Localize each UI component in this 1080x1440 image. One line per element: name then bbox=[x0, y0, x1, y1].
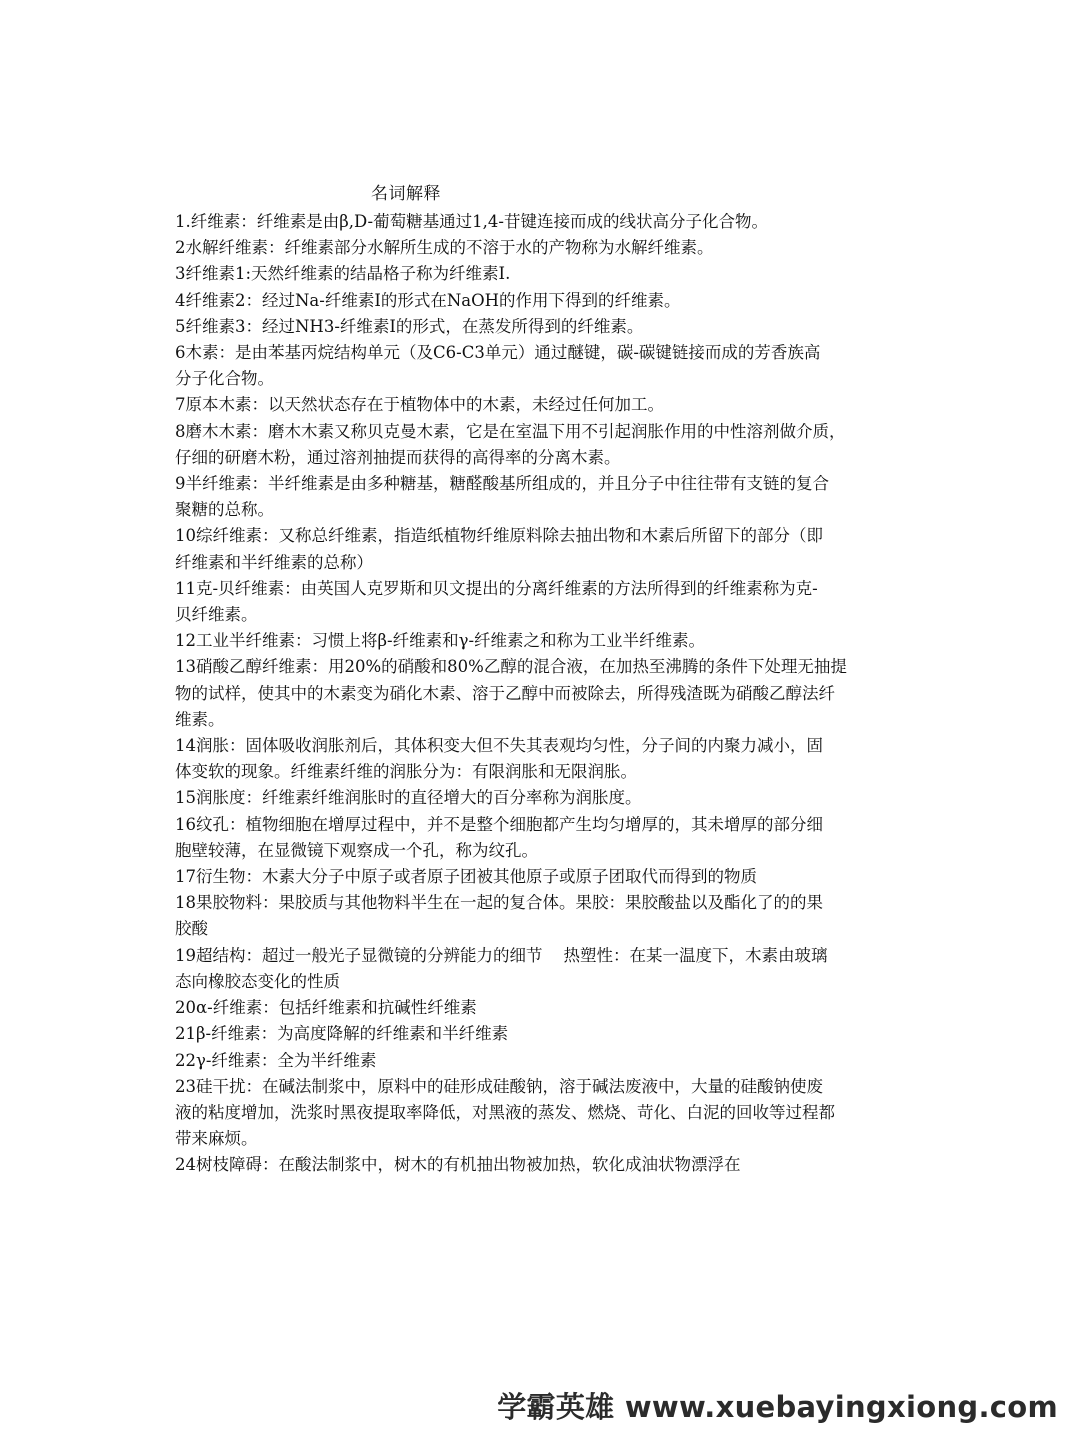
definition-entry-22: 22γ-纤维素：全为半纤维素 bbox=[175, 1050, 377, 1070]
definition-entry-9: 9半纤维素：半纤维素是由多种糖基，糖醛酸基所组成的，并且分子中往往带有支链的复合 聚糖的总称。 bbox=[175, 474, 829, 520]
definition-entry-13: 13硝酸乙醇纤维素：用20%的硝酸和80%乙醇的混合液，在加热至沸腾的条件下处理无抽提 物的试样，使其中的木素变为硝化木素、溶于乙醇中而被除去，所得残渣既为硝酸乙醇法纤 维素。 bbox=[175, 657, 847, 729]
definition-entry-21: 21β-纤维素：为高度降解的纤维素和半纤维素 bbox=[175, 1024, 509, 1044]
definition-entry-11: 11克-贝纤维素：由英国人克罗斯和贝文提出的分离纤维素的方法所得到的纤维素称为克- 贝纤维素。 bbox=[175, 578, 818, 625]
site-watermark: 学霸英雄 www.xuebayingxiong.com bbox=[497, 1390, 1058, 1424]
definition-entry-24: 24树枝障碍：在酸法制浆中，树木的有机抽出物被加热，软化成油状物漂浮在 bbox=[175, 1155, 741, 1175]
definition-entry-7: 7原本木素：以天然状态存在于植物体中的木素，未经过任何加工。 bbox=[175, 395, 664, 415]
definition-entry-14: 14润胀：固体吸收润胀剂后，其体积变大但不失其表观均匀性，分子间的内聚力减小，固 体变软的现象。纤维素纤维的润胀分为：有限润胀和无限润胀。 bbox=[175, 736, 823, 782]
definition-entry-17: 17衍生物：木素大分子中原子或者原子团被其他原子或原子团取代而得到的物质 bbox=[175, 867, 757, 887]
definition-entry-10: 10综纤维素：又称总纤维素，指造纸植物纤维原料除去抽出物和木素后所留下的部分（即 纤维素和半纤维素的总称） bbox=[175, 526, 823, 572]
definition-entry-20: 20α-纤维素：包括纤维素和抗碱性纤维素 bbox=[175, 998, 477, 1018]
definition-entry-12: 12工业半纤维素：习惯上将β-纤维素和γ-纤维素之和称为工业半纤维素。 bbox=[175, 631, 706, 651]
definition-entry-5: 5纤维素3：经过NH3-纤维素I的形式，在蒸发所得到的纤维素。 bbox=[175, 316, 644, 336]
definition-entry-2: 2水解纤维素：纤维素部分水解所生成的不溶于水的产物称为水解纤维素。 bbox=[175, 238, 714, 258]
definition-entry-23: 23硅干扰：在碱法制浆中，原料中的硅形成硅酸钠，溶于碱法废液中，大量的硅酸钠使废 液的粘度增加，洗浆时黑夜提取率降低，对黑液的蒸发、燃烧、苛化、白泥的回收等过程都 带来麻烦。 bbox=[175, 1076, 835, 1149]
definition-entry-3: 3纤维素1:天然纤维素的结晶格子称为纤维素I. bbox=[175, 264, 511, 284]
definition-entry-19: 19超结构：超过一般光子显微镜的分辨能力的细节 热塑性：在某一温度下，木素由玻璃 态向橡胶态变化的性质 bbox=[175, 945, 828, 991]
definition-entry-6: 6木素：是由苯基丙烷结构单元（及C6-C3单元）通过醚键，碳-碳键链接而成的芳香族高 分子化合物。 bbox=[175, 343, 821, 389]
definition-entry-15: 15润胀度：纤维素纤维润胀时的直径增大的百分率称为润胀度。 bbox=[175, 788, 642, 808]
definition-entry-8: 8磨木木素：磨木木素又称贝克曼木素，它是在室温下用不引起润胀作用的中性溶剂做介质， 仔细的研磨木粉，通过溶剂抽提而获得的高得率的分离木素。 bbox=[175, 421, 846, 467]
definition-list bbox=[175, 209, 915, 1179]
definition-entry-16: 16纹孔：植物细胞在增厚过程中，并不是整个细胞都产生均匀增厚的，其未增厚的部分细 胞壁较薄，在显微镜下观察成一个孔，称为纹孔。 bbox=[175, 814, 823, 860]
definition-entry-4: 4纤维素2：经过Na-纤维素I的形式在NaOH的作用下得到的纤维素。 bbox=[175, 290, 681, 310]
definition-entry-1: 1.纤维素：纤维素是由β,D-葡萄糖基通过1,4-苷键连接而成的线状高分子化合物。 bbox=[175, 212, 768, 231]
definition-entry-18: 18果胶物料：果胶质与其他物料半生在一起的复合体。果胶：果胶酸盐以及酯化了的的果 胶酸 bbox=[175, 893, 823, 939]
page-title: 名词解释 bbox=[371, 184, 441, 204]
